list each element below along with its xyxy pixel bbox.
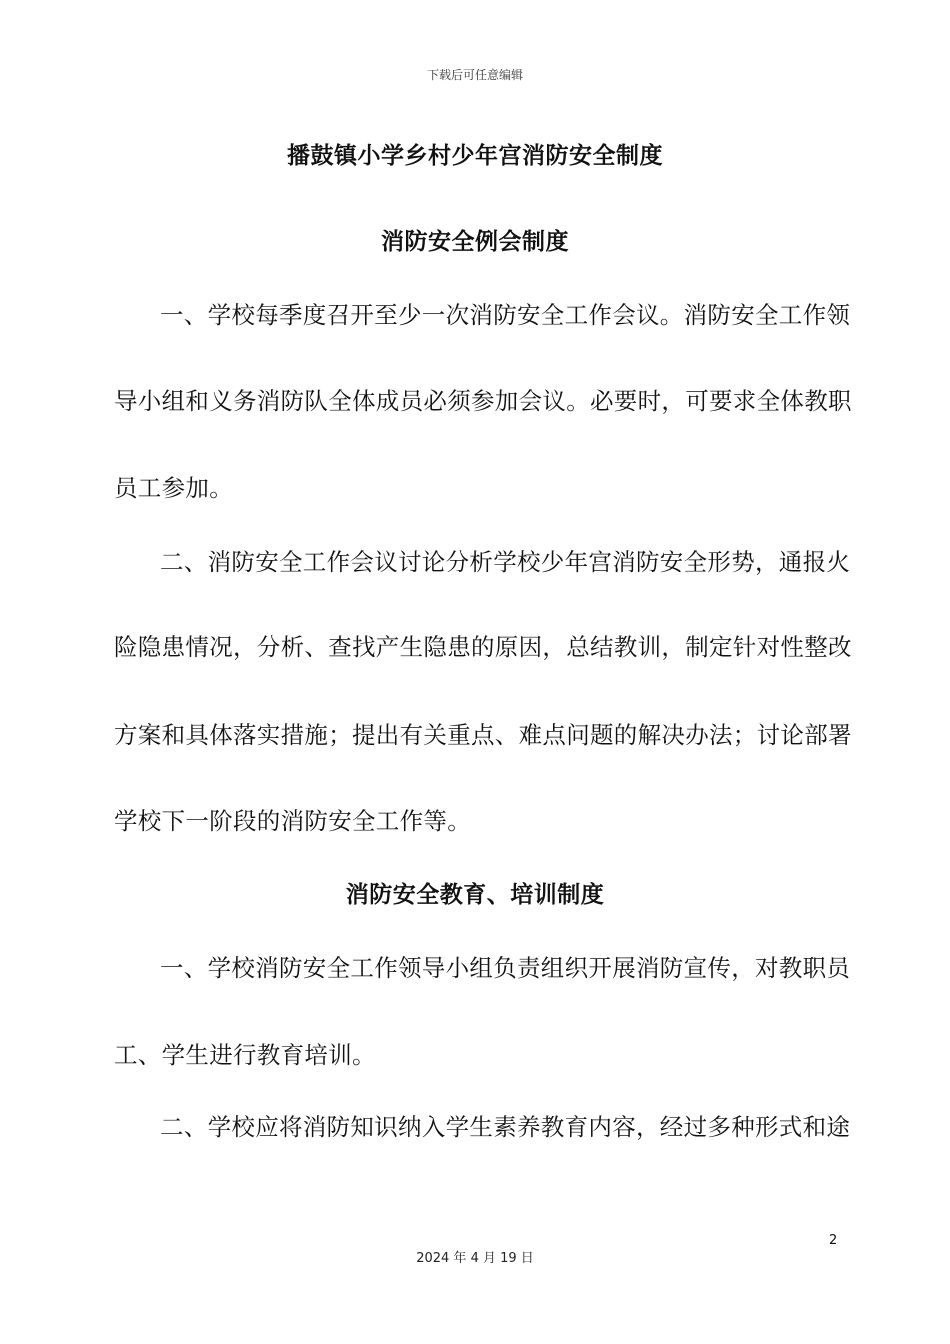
section-heading-meeting: 消防安全例会制度 [381, 229, 569, 255]
paragraph-line: 学校下一阶段的消防安全工作等。 [114, 807, 471, 835]
document-title: 播鼓镇小学乡村少年宫消防安全制度 [287, 143, 663, 169]
paragraph-line: 二、学校应将消防知识纳入学生素养教育内容，经过多种形式和途 [160, 1113, 851, 1141]
page-header-note: 下载后可任意编辑 [426, 68, 523, 82]
paragraph-line: 险隐患情况，分析、查找产生隐患的原因，总结教训，制定针对性整改 [114, 633, 852, 661]
paragraph-line: 员工参加。 [114, 474, 233, 502]
section-heading-training: 消防安全教育、培训制度 [345, 882, 605, 908]
paragraph-line: 一、学校每季度召开至少一次消防安全工作会议。消防安全工作领 [160, 301, 851, 329]
page-number: 2 [829, 1233, 838, 1248]
paragraph-line: 工、学生进行教育培训。 [114, 1041, 376, 1069]
paragraph-line: 方案和具体落实措施；提出有关重点、难点问题的解决办法；讨论部署 [114, 721, 852, 749]
footer-date: 2024 年 4 月 19 日 [416, 1251, 534, 1266]
paragraph-line: 二、消防安全工作会议讨论分析学校少年宫消防安全形势，通报火 [160, 548, 851, 576]
paragraph-line: 导小组和义务消防队全体成员必须参加会议。必要时，可要求全体教职 [114, 387, 852, 415]
paragraph-line: 一、学校消防安全工作领导小组负责组织开展消防宣传，对教职员 [160, 954, 851, 982]
